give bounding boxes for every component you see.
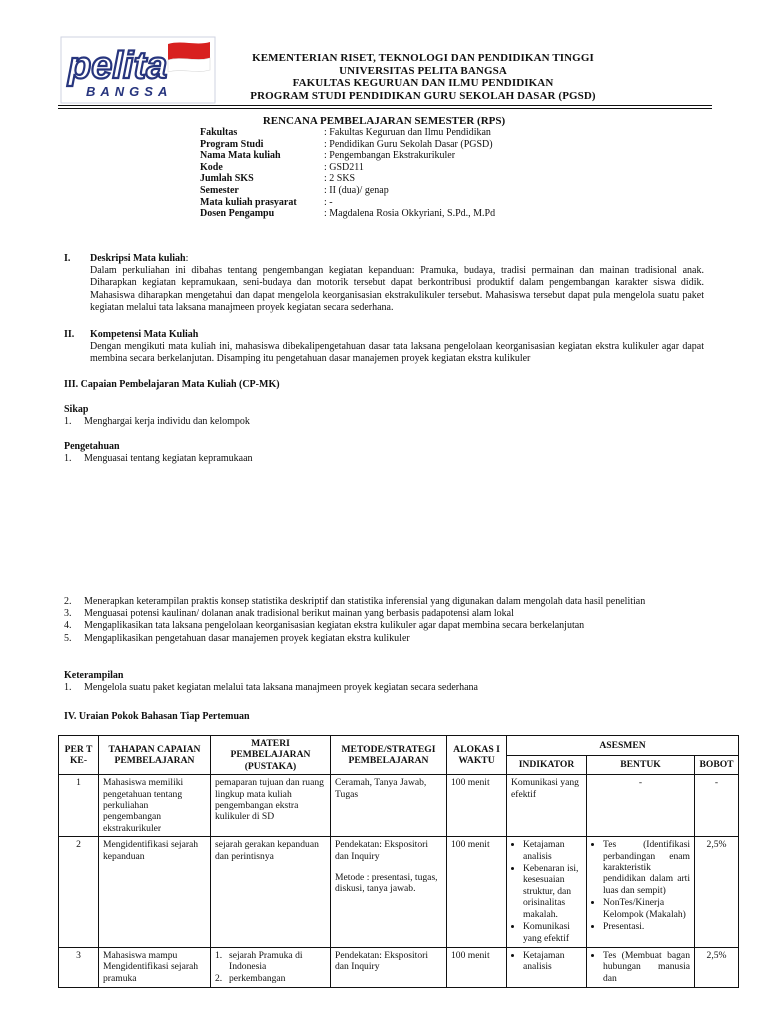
list-item: 4. Mengaplikasikan tata laksana pengelolaan keorganisasian kegiatan ekstra kulikuler agar dapat membina secara berkelanjutan: [64, 620, 585, 632]
cell-bobot: -: [695, 775, 739, 837]
info-label: Jumlah SKS: [200, 173, 254, 185]
cell-bentuk: [587, 837, 695, 948]
info-row: [200, 139, 495, 151]
header-line: UNIVERSITAS PELITA BANGSA: [339, 64, 507, 77]
list-item: • Tes (Identifikasi perbandingan enam karakteristik pendidikan dalam arti luas dan sempit): [603, 839, 690, 896]
section-text: Dalam perkuliahan ini dibahas tentang pengembangan kegiatan kepanduan: Pramuka, budaya, tradisi permainan dan mainan tradisional anak. Diharapkan kegiatan kepramukaan, seni-budaya dan motorik tersebut dapat berkontribusi produktif dalam pengembangan karakter siswa didik. Mahasiswa diharapkan mengetahui dan dapat mengelola keorganisasian ekstrakulikuler tersebut. Mahasiswa tersebut dapat pula mengelola suatu paket kegiatan melalui tata laksana manajmeen proyek kegiatan secara sederhana.: [90, 265, 704, 313]
list-item: • Komunikasi yang efektif: [523, 921, 582, 944]
subheading: Keterampilan: [64, 670, 124, 681]
cell-metode: Pendekatan: Ekspositori dan Inquiry: [331, 947, 447, 987]
info-value: : GSD211: [324, 161, 364, 173]
list-item: 1. Mengelola suatu paket kegiatan melalui tata laksana manajmeen proyek kegiatan secara sederhana: [64, 682, 478, 694]
cell-bobot: 2,5%: [695, 947, 739, 987]
info-value: : Magdalena Rosia Okkyriani, S.Pd., M.Pd: [324, 208, 496, 220]
cell-alokasi: 100 menit: [447, 947, 507, 987]
header-bobot: BOBOT: [695, 755, 739, 775]
info-row: [200, 185, 495, 197]
header-divider-thin: [58, 108, 712, 109]
sikap-block: [64, 404, 704, 428]
institution-header: [238, 52, 608, 102]
table-row: [59, 837, 739, 948]
table-row: [59, 775, 739, 837]
header-indikator: INDIKATOR: [507, 755, 587, 775]
keterampilan-block: [64, 670, 704, 694]
info-row: [200, 197, 495, 209]
header-materi: MATERI PEMBELAJARAN (PUSTAKA): [211, 736, 331, 775]
info-label: Nama Mata kuliah: [200, 150, 281, 162]
meeting-table: [58, 735, 739, 988]
table-row: [59, 947, 739, 987]
info-row: [200, 208, 495, 220]
list-item: • Ketajaman analisis: [523, 950, 582, 973]
pelita-bangsa-logo: [60, 36, 216, 104]
cell-materi: [211, 947, 331, 987]
section-text: Dengan mengikuti mata kuliah ini, mahasiswa dibekalipengetahuan dasar tata laksana pengelolaan keorganisasian kegiatan ekstra kulikuler agar dapat membina secara berkelanjutan. Disamping itu pengetahuan dasar manajemen proyek kegiatan ekstra kulikuler: [90, 341, 704, 365]
subheading: Pengetahuan: [64, 441, 120, 452]
header-tahapan: TAHAPAN CAPAIAN PEMBELAJARAN: [99, 736, 211, 775]
document-title: RENCANA PEMBELAJARAN SEMESTER (RPS): [262, 115, 506, 127]
section-title: III. Capaian Pembelajaran Mata Kuliah (CP-MK): [64, 379, 280, 390]
info-label: Mata kuliah prasyarat: [200, 196, 297, 208]
metode-method: Metode : presentasi, tugas, diskusi, tanya jawab.: [335, 872, 438, 895]
cell-tahapan: Mahasiswa mampu Mengidentifikasi sejarah pramuka: [99, 947, 211, 987]
header-bentuk: BENTUK: [587, 755, 695, 775]
info-row: [200, 173, 495, 185]
cell-materi: sejarah gerakan kepanduan dan perintisnya: [211, 837, 331, 948]
section-number: I.: [64, 253, 71, 264]
list-item: 3. Menguasai potensi kaulinan/ dolanan anak tradisional berikut mainan yang berbasis padapotensi alam lokal: [64, 608, 514, 620]
info-value: : -: [324, 196, 333, 208]
list-item: 2. perkembangan: [215, 972, 286, 984]
cell-metode: Ceramah, Tanya Jawab, Tugas: [331, 775, 447, 837]
header-asesmen: ASESMEN: [507, 736, 739, 756]
info-value: : Pendidikan Guru Sekolah Dasar (PGSD): [324, 138, 493, 150]
list-item: • NonTes/Kinerja Kelompok (Makalah): [603, 897, 690, 920]
cell-tahapan: Mahasiswa memiliki pengetahuan tentang perkuliahan pengembangan ekstrakurikuler: [99, 775, 211, 837]
cell-bentuk: -: [587, 775, 695, 837]
section-title: Deskripsi Mata kuliah: [90, 253, 186, 264]
list-item: • Kebenaran isi, kesesuaian struktur, dan orisinalitas makalah.: [523, 863, 582, 920]
section-description: I. Deskripsi Mata kuliah : Dalam perkuliahan ini dibahas tentang pengembangan kegiatan kepanduan: Pramuka, budaya, tradisi permainan dan mainan tradisional anak. Diharapkan kegiatan kepramukaan, seni-budaya dan motorik tersebut dapat berkontribusi produktif dalam pengembangan karakter siswa didik. Mahasiswa diharapkan mengetahui dan dapat mengelola keorganisasian ekstrakulikuler tersebut. Mahasiswa tersebut dapat pula mengelola suatu paket kegiatan melalui tata laksana manajmeen proyek kegiatan secara sederhana.: [64, 253, 704, 313]
info-label: Kode: [200, 161, 223, 173]
header-alokasi: ALOKAS I WAKTU: [447, 736, 507, 775]
course-info: [200, 127, 495, 220]
logo-graphic: [60, 36, 216, 104]
cell-bentuk: [587, 947, 695, 987]
header-line: FAKULTAS KEGURUAN DAN ILMU PENDIDIKAN: [292, 77, 554, 90]
list-item: 1. Menguasai tentang kegiatan kepramukaan: [64, 453, 253, 465]
cell-alokasi: 100 menit: [447, 775, 507, 837]
header-line: KEMENTERIAN RISET, TEKNOLOGI DAN PENDIDIKAN TINGGI: [252, 52, 594, 64]
pengetahuan-list-cont: [64, 596, 704, 645]
list-item: • Tes (Membuat bagan hubungan manusia dan: [603, 950, 690, 984]
section-cpmk-title: [64, 379, 704, 391]
logo-subword: BANGSA: [86, 84, 173, 99]
metode-approach: Pendekatan: Ekspositori dan Inquiry: [335, 839, 428, 862]
cell-indikator: [507, 837, 587, 948]
header-line: PROGRAM STUDI PENDIDIKAN GURU SEKOLAH DASAR (PGSD): [250, 89, 596, 102]
header-divider: [58, 105, 712, 106]
list-item: 1. sejarah Pramuka di Indonesia: [215, 949, 303, 973]
info-value: : 2 SKS: [324, 173, 356, 185]
info-value: : Fakultas Keguruan dan Ilmu Pendidikan: [324, 127, 491, 138]
cell-no: 2: [59, 837, 99, 948]
info-row: [200, 150, 495, 162]
info-label: Program Studi: [200, 138, 264, 150]
cell-tahapan: Mengidentifikasi sejarah kepanduan: [99, 837, 211, 948]
section-title: Kompetensi Mata Kuliah: [90, 329, 199, 340]
cell-bobot: 2,5%: [695, 837, 739, 948]
info-row: [200, 127, 495, 139]
info-row: [200, 162, 495, 174]
cell-no: 3: [59, 947, 99, 987]
info-label: Dosen Pengampu: [200, 208, 275, 220]
info-label: Fakultas: [200, 127, 238, 138]
cell-indikator: [507, 947, 587, 987]
logo-word: pelita: [68, 45, 168, 87]
cell-indikator: Komunikasi yang efektif: [507, 775, 587, 837]
info-value: : Pengembangan Ekstrakurikuler: [324, 150, 456, 162]
list-item: 5. Mengaplikasikan pengetahuan dasar manajemen proyek kegiatan ekstra kulikuler: [64, 632, 410, 644]
section-number: II.: [64, 329, 75, 340]
info-label: Semester: [200, 184, 239, 196]
section-competence: [64, 329, 704, 366]
section-uraian: [64, 711, 704, 723]
list-item: 2. Menerapkan keterampilan praktis konsep statistika deskriptif dan statistika inferensial yang digunakan dalam mengolah data hasil penelitian: [64, 596, 646, 607]
section-title: IV. Uraian Pokok Bahasan Tiap Pertemuan: [64, 711, 250, 722]
list-item: • Ketajaman analisis: [523, 839, 582, 862]
header-metode: METODE/STRATEGI PEMBELAJARAN: [331, 736, 447, 775]
list-item: • Presentasi.: [603, 921, 690, 932]
cell-materi: pemaparan tujuan dan ruang lingkup mata kuliah pengembangan ekstra kulikuler di SD: [211, 775, 331, 837]
info-value: : II (dua)/ genap: [324, 184, 389, 196]
pengetahuan-block: [64, 441, 704, 465]
subheading: Sikap: [64, 404, 89, 415]
cell-metode: [331, 837, 447, 948]
header-pert: PER T KE-: [59, 736, 99, 775]
cell-no: 1: [59, 775, 99, 837]
cell-alokasi: 100 menit: [447, 837, 507, 948]
list-item: 1. Menghargai kerja individu dan kelompok: [64, 416, 250, 428]
